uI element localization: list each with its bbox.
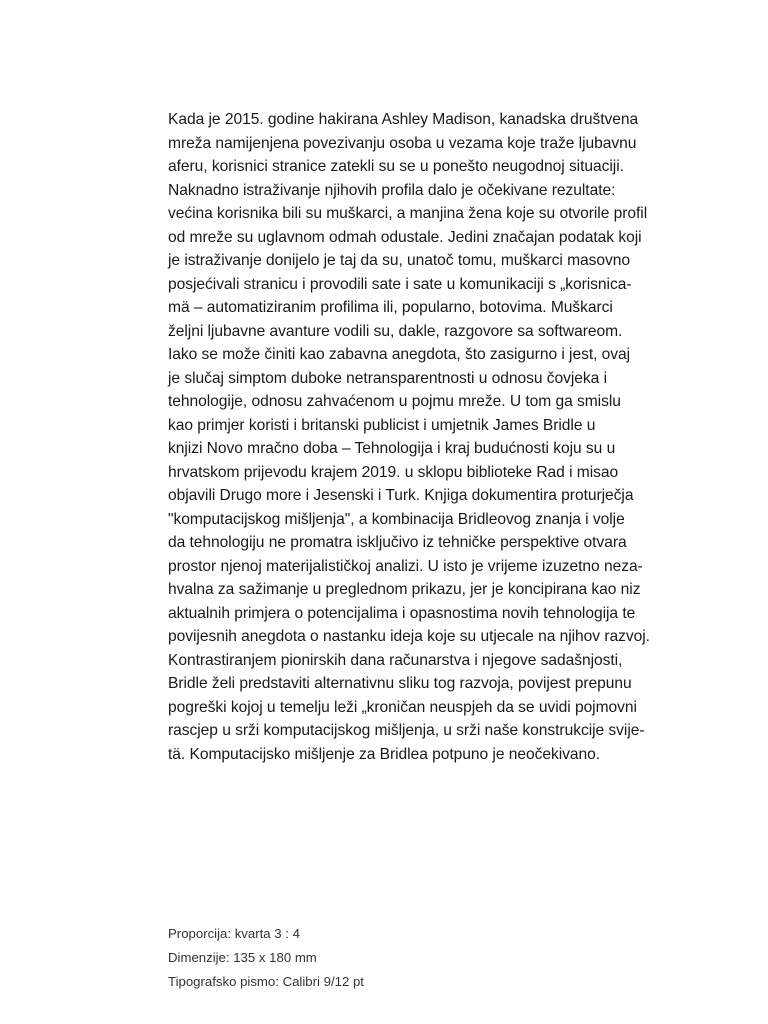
text-line: kao primjer koristi i britanski publicist i umjetnik James Bridle u xyxy=(168,416,596,434)
text-line: da tehnologiju ne promatra isključivo iz tehničke perspektive otvara xyxy=(168,534,627,551)
colophon xyxy=(168,922,568,994)
text-line: objavili Drugo more i Jesenski i Turk. Knjiga dokumentira proturječja xyxy=(168,487,634,504)
text-line: Naknadno istraživanje njihovih profila dalo je očekivane rezultate: xyxy=(168,181,616,199)
text-line: Kontrastiranjem pionirskih dana računarstva i njegove sadašnjosti, xyxy=(168,651,623,669)
text-line: od mreže su uglavnom odmah odustale. Jedini značajan podatak koji xyxy=(168,228,642,246)
text-line: mreža namijenjena povezivanju osoba u vezama koje traže ljubavnu xyxy=(168,134,637,152)
text-line: posjećivali stranicu i provodili sate i sate u komunikaciji s „korisnica- xyxy=(168,275,632,293)
text-line: Kada je 2015. godine hakirana Ashley Madison, kanadska društvena xyxy=(168,111,639,128)
text-line: željni ljubavne avanture vodili su, dakle, razgovore sa softwareom. xyxy=(168,322,623,340)
typeface-info: Tipografsko pismo: Calibri 9/12 pt xyxy=(168,974,364,989)
text-line: prostor njenoj materijalističkoj analizi. U isto je vrijeme izuzetno neza- xyxy=(168,557,643,575)
text-line: knjizi Novo mračno doba – Tehnologija i kraj budućnosti koju su u xyxy=(168,440,616,457)
article-body xyxy=(168,108,658,766)
text-line: tehnologije, odnosu zahvaćenom u pojmu mreže. U tom ga smislu xyxy=(168,393,621,410)
text-line: Bridle želi predstaviti alternativnu sliku tog razvoja, povijest prepunu xyxy=(168,675,632,692)
text-line: pogreški kojoj u temelju leži „kroničan neuspjeh da se uvidi pojmovni xyxy=(168,698,637,716)
text-line: je istraživanje donijelo je taj da su, unatoč tomu, muškarci masovno xyxy=(168,252,631,269)
text-line: rascjep u srži komputacijskog mišljenja, u srži naše konstrukcije svije- xyxy=(168,722,645,739)
text-line: mä – automatiziranim profilima ili, popularno, botovima. Muškarci xyxy=(168,299,613,316)
text-line: aferu, korisnici stranice zatekli su se u ponešto neugodnoj situaciji. xyxy=(168,158,624,175)
text-line: aktualnih primjera o potencijalima i opasnostima novih tehnologija te xyxy=(168,604,636,622)
text-line: hvalna za sažimanje u preglednom prikazu, jer je koncipirana kao niz xyxy=(168,581,641,598)
text-line: "komputacijskog mišljenja", a kombinacija Bridleovog znanja i volje xyxy=(168,510,625,528)
proportion-info: Proporcija: kvarta 3 : 4 xyxy=(168,926,300,941)
text-line: hrvatskom prijevodu krajem 2019. u sklopu biblioteke Rad i misao xyxy=(168,463,619,481)
text-line: tä. Komputacijsko mišljenje za Bridlea potpuno je neočekivano. xyxy=(168,745,601,763)
text-line: povijesnih anegdota o nastanku ideja koje su utjecale na njihov razvoj. xyxy=(168,628,650,645)
text-line: Iako se može činiti kao zabavna anegdota, što zasigurno i jest, ovaj xyxy=(168,346,631,363)
text-line: je slučaj simptom duboke netransparentnosti u odnosu čovjeka i xyxy=(168,369,607,387)
text-line: većina korisnika bili su muškarci, a manjina žena koje su otvorile profil xyxy=(168,205,648,222)
dimensions-info: Dimenzije: 135 x 180 mm xyxy=(168,950,317,965)
